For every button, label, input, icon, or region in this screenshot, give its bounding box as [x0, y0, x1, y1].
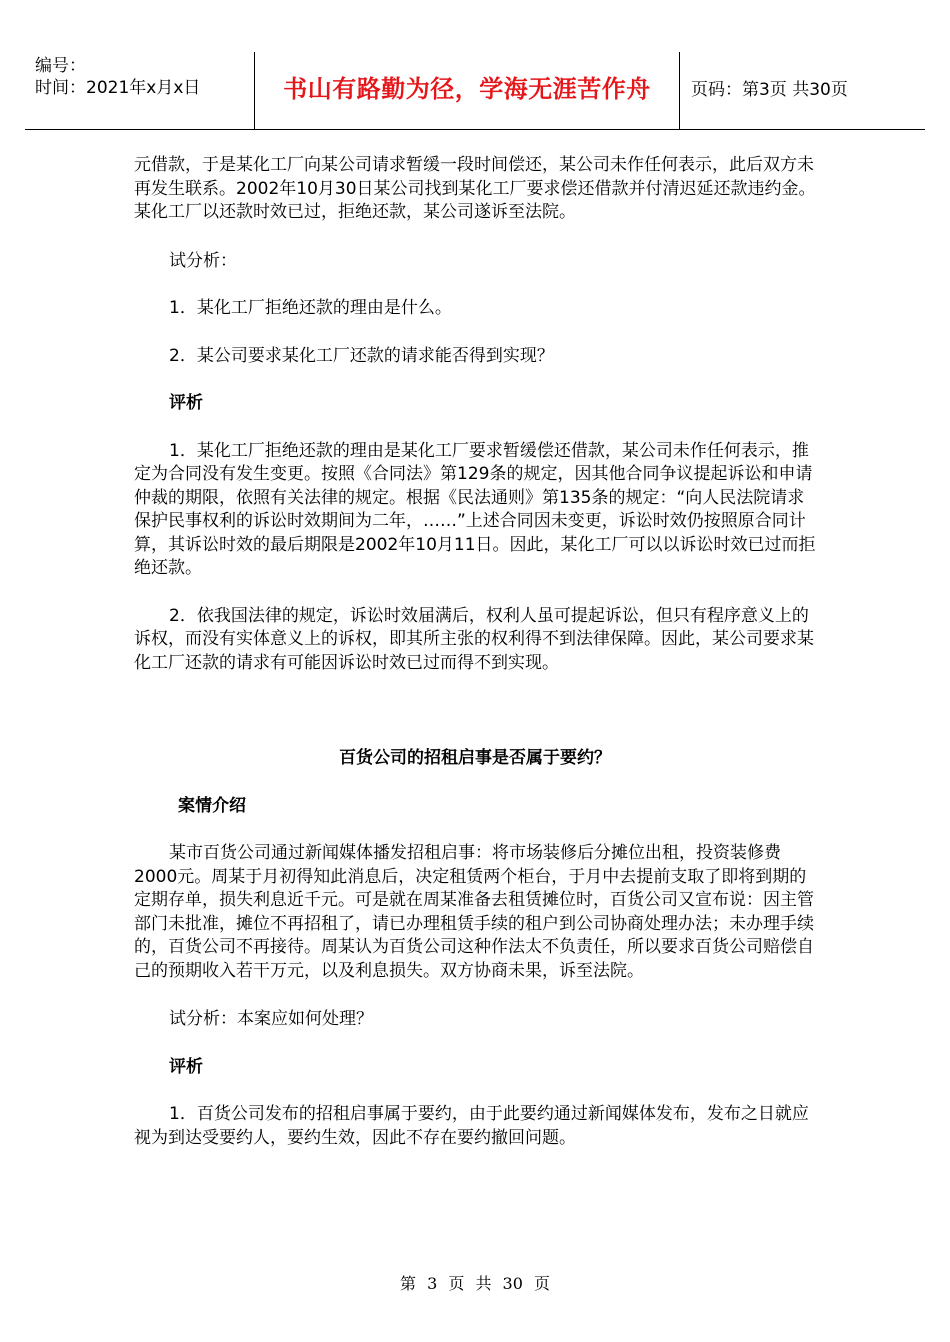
- case-paragraph: 某市百货公司通过新闻媒体播发招租启事：将市场装修后分摊位出租，投资装修费2000元。周某于月初得知此消息后，决定租赁两个柜台，于月中去提前支取了即将到期的定期存单，损失利息近千元。可是就在周某准备去租赁摊位时，百货公司又宣布说：因主管部门未批准，摊位不再招租了，请已办理租赁手续的租户到公司协商处理办法；未办理手续的，百货公司不再接待。周某认为百货公司这种作法太不负责任，所以要求百货公司赔偿自己的预期收入若干万元，以及利息损失。双方协商未果，诉至法院。: [134, 843, 814, 981]
- intro-paragraph: 元借款，于是某化工厂向某公司请求暂缓一段时间偿还，某公司未作任何表示，此后双方未再发生联系。2002年10月30日某公司找到某化工厂要求偿还借款并付清迟延还款违约金。某化工厂以还款时效已过，拒绝还款，某公司遂诉至法院。: [134, 155, 816, 222]
- time-label: 时间：2021年x月x日: [35, 78, 201, 98]
- case-analysis-1: 1．百货公司发布的招租启事属于要约，由于此要约通过新闻媒体发布，发布之日就应视为到达受要约人，要约生效，因此不存在要约撤回问题。: [134, 1104, 809, 1148]
- header-meta: [35, 55, 200, 99]
- case-question: 试分析：本案应如何处理？: [169, 1009, 373, 1029]
- question-2: 2．某公司要求某化工厂还款的请求能否得到实现？: [169, 345, 554, 366]
- number-label: 编号：: [35, 56, 86, 76]
- header-divider: [679, 52, 680, 129]
- page-header: [25, 52, 925, 130]
- question-1: 1．某化工厂拒绝还款的理由是什么。: [169, 298, 452, 318]
- page-footer: 第 3 页 共 30 页: [400, 1274, 550, 1293]
- question-heading: 试分析：: [169, 250, 237, 271]
- analysis-heading: 评析: [169, 393, 203, 413]
- analysis-heading-2: 评析: [169, 1056, 203, 1077]
- header-page-info: 页码：第3页 共30页: [691, 80, 848, 100]
- case-intro-heading: 案情介绍: [178, 795, 246, 816]
- document-body: [134, 154, 816, 1150]
- case-title: 百货公司的招租启事是否属于要约？: [339, 748, 611, 768]
- header-motto: 书山有路勤为径，学海无涯苦作舟: [283, 75, 651, 103]
- analysis-2: 2．依我国法律的规定，诉讼时效届满后，权利人虽可提起诉讼，但只有程序意义上的诉权，而没有实体意义上的诉权，即其所主张的权利得不到法律保障。因此，某公司要求某化工厂还款的请求有可能因诉讼时效已过而得不到实现。: [134, 605, 814, 673]
- analysis-1: 1．某化工厂拒绝还款的理由是某化工厂要求暂缓偿还借款，某公司未作任何表示，推定为合同没有发生变更。按照《合同法》第129条的规定，因其他合同争议提起诉讼和申请仲裁的期限，依照有关法律的规定。根据《民法通则》第135条的规定：“向人民法院请求保护民事权利的诉讼时效期间为二年，……”上述合同因未变更，诉讼时效仍按照原合同计算，其诉讼时效的最后期限是2002年10月11日。因此，某化工厂可以以诉讼时效已过而拒绝还款。: [134, 440, 816, 578]
